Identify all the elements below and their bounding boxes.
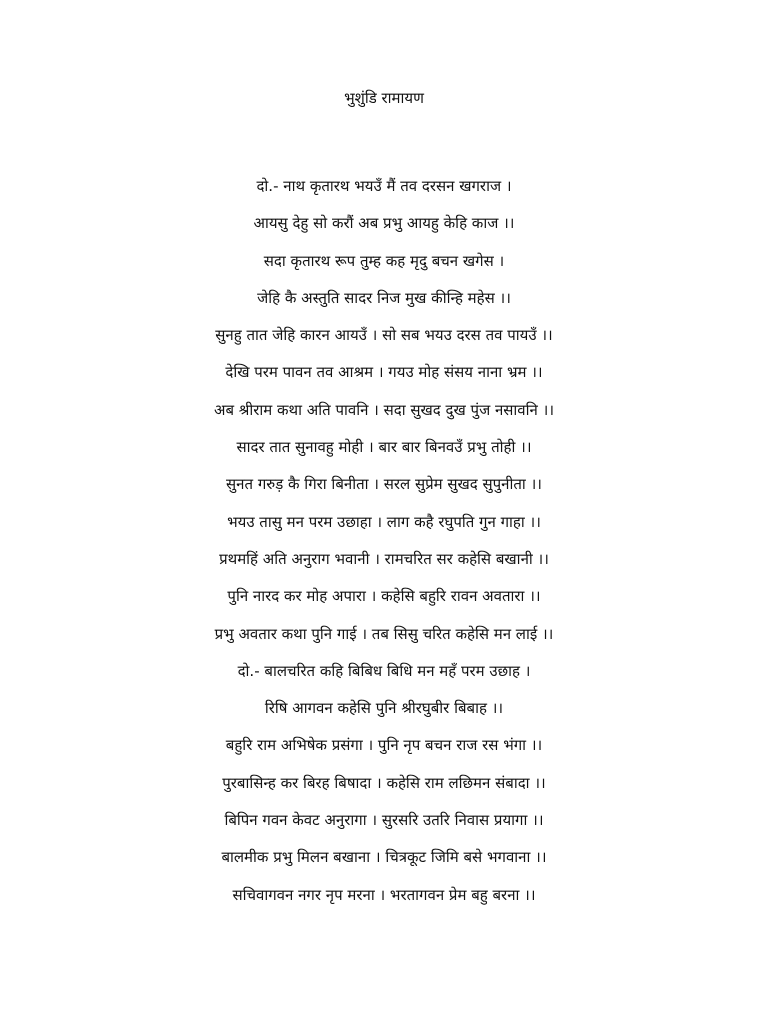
verse-line: पुरबासिन्ह कर बिरह बिषादा । कहेसि राम लछिमन संबादा ।। [222, 773, 546, 792]
verse-line: बालमीक प्रभु मिलन बखाना । चित्रकूट जिमि बसे भगवाना ।। [221, 848, 547, 867]
verse-line: जेहि कै अस्तुति सादर निज मुख कीन्हि महेस ।। [257, 288, 511, 307]
verse-line: सुनत गरुड़ कै गिरा बिनीता । सरल सुप्रेम सुखद सुपुनीता ।। [226, 475, 542, 494]
verse-line: प्रथमहिं अति अनुराग भवानी । रामचरित सर कहेसि बखानी ।। [219, 549, 549, 568]
verse-line: देखि परम पावन तव आश्रम । गयउ मोह संसय नाना भ्रम ।। [225, 363, 543, 382]
verse-line: सादर तात सुनावहु मोही । बार बार बिनवउँ प्रभु तोही ।। [236, 438, 532, 457]
verse-line: बहुरि राम अभिषेक प्रसंगा । पुनि नृप बचन राज रस भंगा ।। [225, 736, 543, 755]
verse-line: बिपिन गवन केवट अनुरागा । सुरसरि उतरि निवास प्रयागा ।। [224, 811, 544, 830]
verse-line: दो.- बालचरित कहि बिबिध बिधि मन महँ परम उछाह । [237, 661, 531, 680]
verse-line: प्रभु अवतार कथा पुनि गाई । तब सिसु चरित कहेसि मन लाई ।। [214, 624, 554, 643]
verse-line: सचिवागवन नगर नृप मरना । भरतागवन प्रेम बहु बरना ।। [232, 885, 536, 904]
verse-list [0, 174, 768, 920]
verse-line: रिषि आगवन कहेसि पुनि श्रीरघुबीर बिबाह ।। [264, 699, 504, 718]
verse-line: भयउ तासु मन परम उछाहा । लाग कहै रघुपति गुन गाहा ।। [227, 512, 541, 531]
page-title: भुशुंडि रामायण [344, 89, 424, 107]
verse-line: सदा कृतारथ रूप तुम्ह कह मृदु बचन खगेस । [263, 251, 505, 270]
verse-line: आयसु देहु सो करौं अब प्रभु आयहु केहि काज ।। [253, 214, 515, 233]
verse-line: दो.- नाथ कृतारथ भयउँ मैं तव दरसन खगराज । [256, 177, 512, 195]
verse-line: पुनि नारद कर मोह अपारा । कहेसि बहुरि रावन अवतारा ।। [227, 587, 541, 606]
verse-line: सुनहु तात जेहि कारन आयउँ । सो सब भयउ दरस तव पायउँ ।। [215, 326, 553, 345]
verse-line: अब श्रीराम कथा अति पावनि । सदा सुखद दुख पुंज नसावनि ।। [213, 400, 555, 419]
